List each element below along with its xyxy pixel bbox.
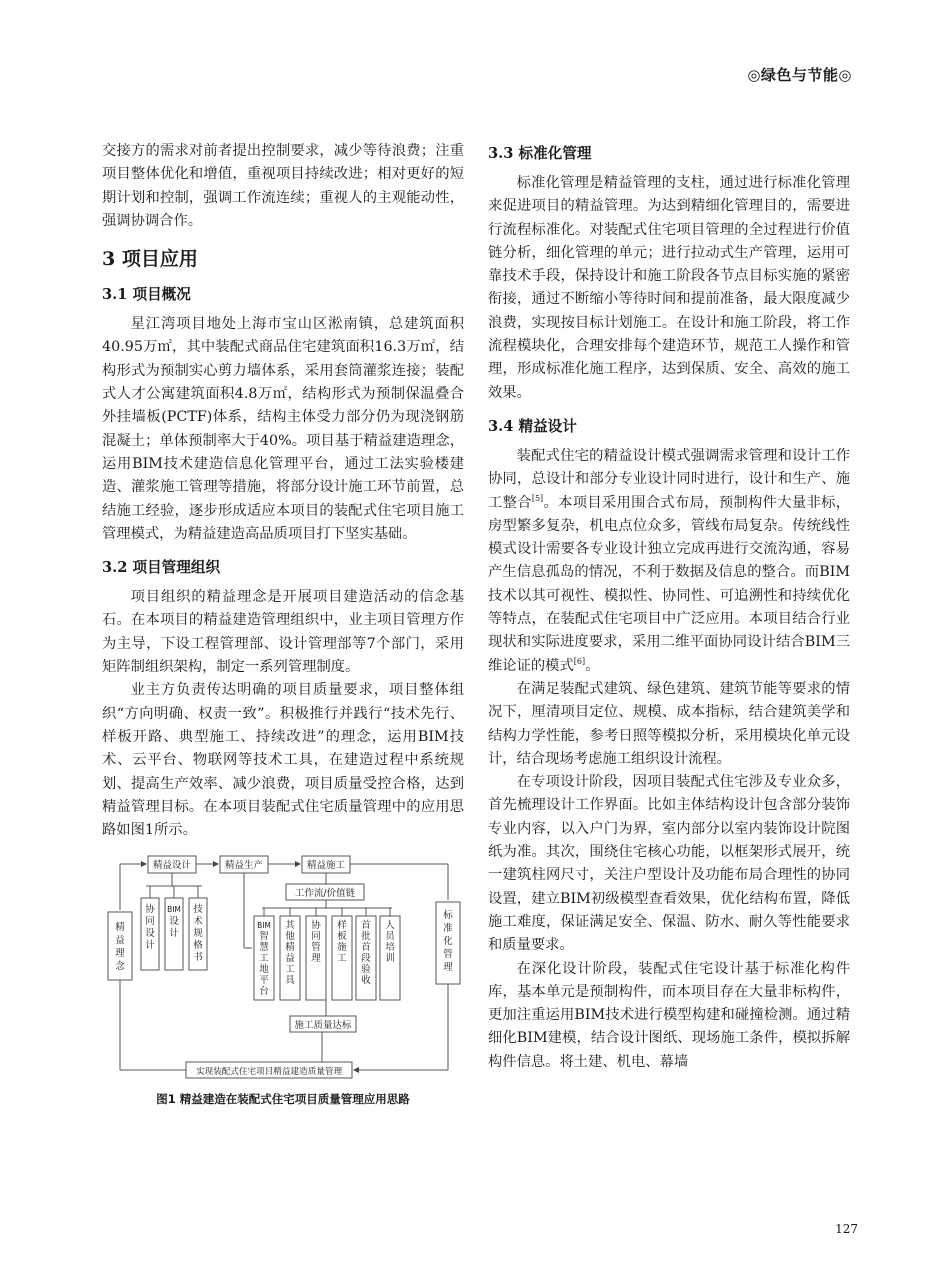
- label-standardization: 标准化管理: [443, 910, 453, 974]
- label-bottom-goal: 实现装配式住宅项目精益建造质量管理: [195, 1067, 343, 1078]
- figure-1-diagram: [102, 852, 464, 1082]
- section-heading-3: 3 项目应用: [102, 248, 198, 271]
- label-construction-item: 人员培训: [385, 920, 395, 965]
- left-column: [102, 140, 464, 1112]
- label-construction-item: 样板施工: [337, 920, 347, 965]
- label-construction-item: 其他精益工具: [285, 920, 295, 987]
- label-workflow: 工作流/价值链: [294, 888, 356, 900]
- subsection-heading-3-2: 3.2 项目管理组织: [102, 559, 221, 577]
- paragraph-3-3: 标准化管理是精益管理的支柱，通过进行标准化管理来促进项目的精益管理。为达到精细化管理目的，需要进行流程标准化。对装配式住宅项目管理的全过程进行价值链分析，细化管理的单元；进行拉动式生产管理，运用可靠技术手段，保持设计和施工阶段各节点目标实施的紧密衔接，通过不断缩小等待时间和提前准备，最大限度减少浪费，实现按目标计划施工。在设计和施工阶段，将工作流程模块化，合理安排每个建造环节，规范工人操作和管理，形成标准化施工程序，达到保质、安全、高效的施工效果。: [488, 175, 850, 401]
- paragraph-3-4c: 在专项设计阶段，因项目装配式住宅涉及专业众多，首先梳理设计工作界面。比如主体结构设计包含部分装饰专业内容，以入户门为界，室内部分以室内装饰设计院图纸为准。其次，围绕住宅核心功能，以框架形式展开，统一建筑柱网尺寸，关注户型设计及功能布局合理性的协同设置，建立BIM初级模型查看效果，优化结构布置，降低施工难度，保证满足安全、保温、防水、耐久等性能要求和质量要求。: [488, 774, 850, 954]
- paragraph-3-1: 星江湾项目地处上海市宝山区淞南镇，总建筑面积40.95万㎡，其中装配式商品住宅建筑面积16.3万㎡，结构形式为预制实心剪力墙体系，采用套筒灌浆连接；装配式人才公寓建筑面积4.8万㎡，结构形式为预制保温叠合外挂墙板(PCTF)体系，结构主体受力部分仍为现浇钢筋混凝土；单体预制率大于40%。项目基于精益建造理念，运用BIM技术建造信息化管理平台，通过工法实验楼建造、灌浆施工管理等措施，将部分设计施工环节前置，总结施工经验，逐步形成适应本项目的装配式住宅项目施工管理模式，为精益建造高品质项目打下坚实基础。: [102, 316, 464, 542]
- label-lean-production: 精益生产: [224, 860, 264, 872]
- paragraph-3-4b: 在满足装配式建筑、绿色建筑、建筑节能等要求的情况下，厘清项目定位、规模、成本指标，结合建筑美学和结构力学性能，参考日照等模拟分析，采用模块化单元设计，结合现场考虑施工组织设计流程。: [488, 680, 850, 767]
- subsection-heading-3-3: 3.3 标准化管理: [488, 145, 592, 162]
- running-header: ◎绿色与节能◎: [747, 66, 852, 84]
- label-construction-item: BIM 智慧工地平台: [257, 921, 271, 998]
- label-lean-design: 精益设计: [152, 860, 192, 872]
- paragraph-3-4a: 装配式住宅的精益设计模式强调需求管理和设计工作协同，总设计和部分专业设计同时进行，设计和生产、施工整合[5]。本项目采用围合式布局，预制构件大量非标，房型繁多复杂，机电点位众多，管线布局复杂。传统线性模式设计需要各专业设计独立完成再进行交流沟通，容易产生信息孤岛的情况，不利于数据及信息的整合。而BIM技术以其可视性、模拟性、协同性、可追溯性和持续优化等特点，在装配式住宅项目中广泛应用。本项目结合行业现状和实际进度要求，采用二维平面协同设计结合BIM三维论证的模式[6]。: [488, 447, 851, 674]
- label-lean-construction: 精益施工: [306, 860, 346, 872]
- label-construction-item: 协同管理: [311, 920, 321, 965]
- paragraph-3-2b: 业主方负责传达明确的项目质量要求，项目整体组织“方向明确、权责一致”。积极推行并践行“技术先行、样板开路、典型施工、持续改进”的理念，运用BIM技术、云平台、物联网等技术工具，在建造过程中系统规划、提高生产效率、减少浪费，项目质量受控合格，达到精益管理目标。在本项目装配式住宅质量管理中的应用思路如图1所示。: [102, 682, 464, 839]
- paragraph-3-4d: 在深化设计阶段，装配式住宅设计基于标准化构件库，基本单元是预制构件，而本项目存在大量非标构件，更加注重运用BIM技术进行模型构建和碰撞检测。通过精细化BIM建模，结合设计图纸、现场施工条件，模拟拆解构件信息。将土建、机电、幕墙: [488, 960, 850, 1070]
- flow-diagram: [102, 852, 464, 1082]
- citation-6[interactable]: [6]: [573, 656, 586, 666]
- label-construction-item: 首批首段验收: [361, 920, 371, 987]
- page-number: 127: [835, 1222, 858, 1236]
- label-lean-concept: 精益理念: [115, 922, 125, 973]
- label-design-item: 技术规格书: [193, 904, 203, 964]
- citation-5[interactable]: [5]: [531, 493, 544, 503]
- figure-caption: 图1 精益建造在装配式住宅项目质量管理应用思路: [156, 1092, 410, 1107]
- intro-paragraph: 交接方的需求对前者提出控制要求，减少等待浪费；注重项目整体优化和增值，重视项目持续改进；相对更好的短期计划和控制，强调工作流连续；重视人的主观能动性，强调协调合作。: [102, 143, 464, 229]
- label-quality: 施工质量达标: [294, 1020, 352, 1032]
- subsection-heading-3-1: 3.1 项目概况: [102, 286, 191, 304]
- subsection-heading-3-4: 3.4 精益设计: [488, 417, 577, 435]
- right-column: [488, 140, 850, 1074]
- label-design-item: BIM 设计: [167, 905, 181, 940]
- label-design-item: 协同设计: [145, 904, 155, 952]
- paragraph-3-2a: 项目组织的精益理念是开展项目建造活动的信念基石。在本项目的精益建造管理组织中，业主项目管理方作为主导，下设工程管理部、设计管理部等7个部门，采用矩阵制组织架构，制定一系列管理制度。: [102, 589, 464, 676]
